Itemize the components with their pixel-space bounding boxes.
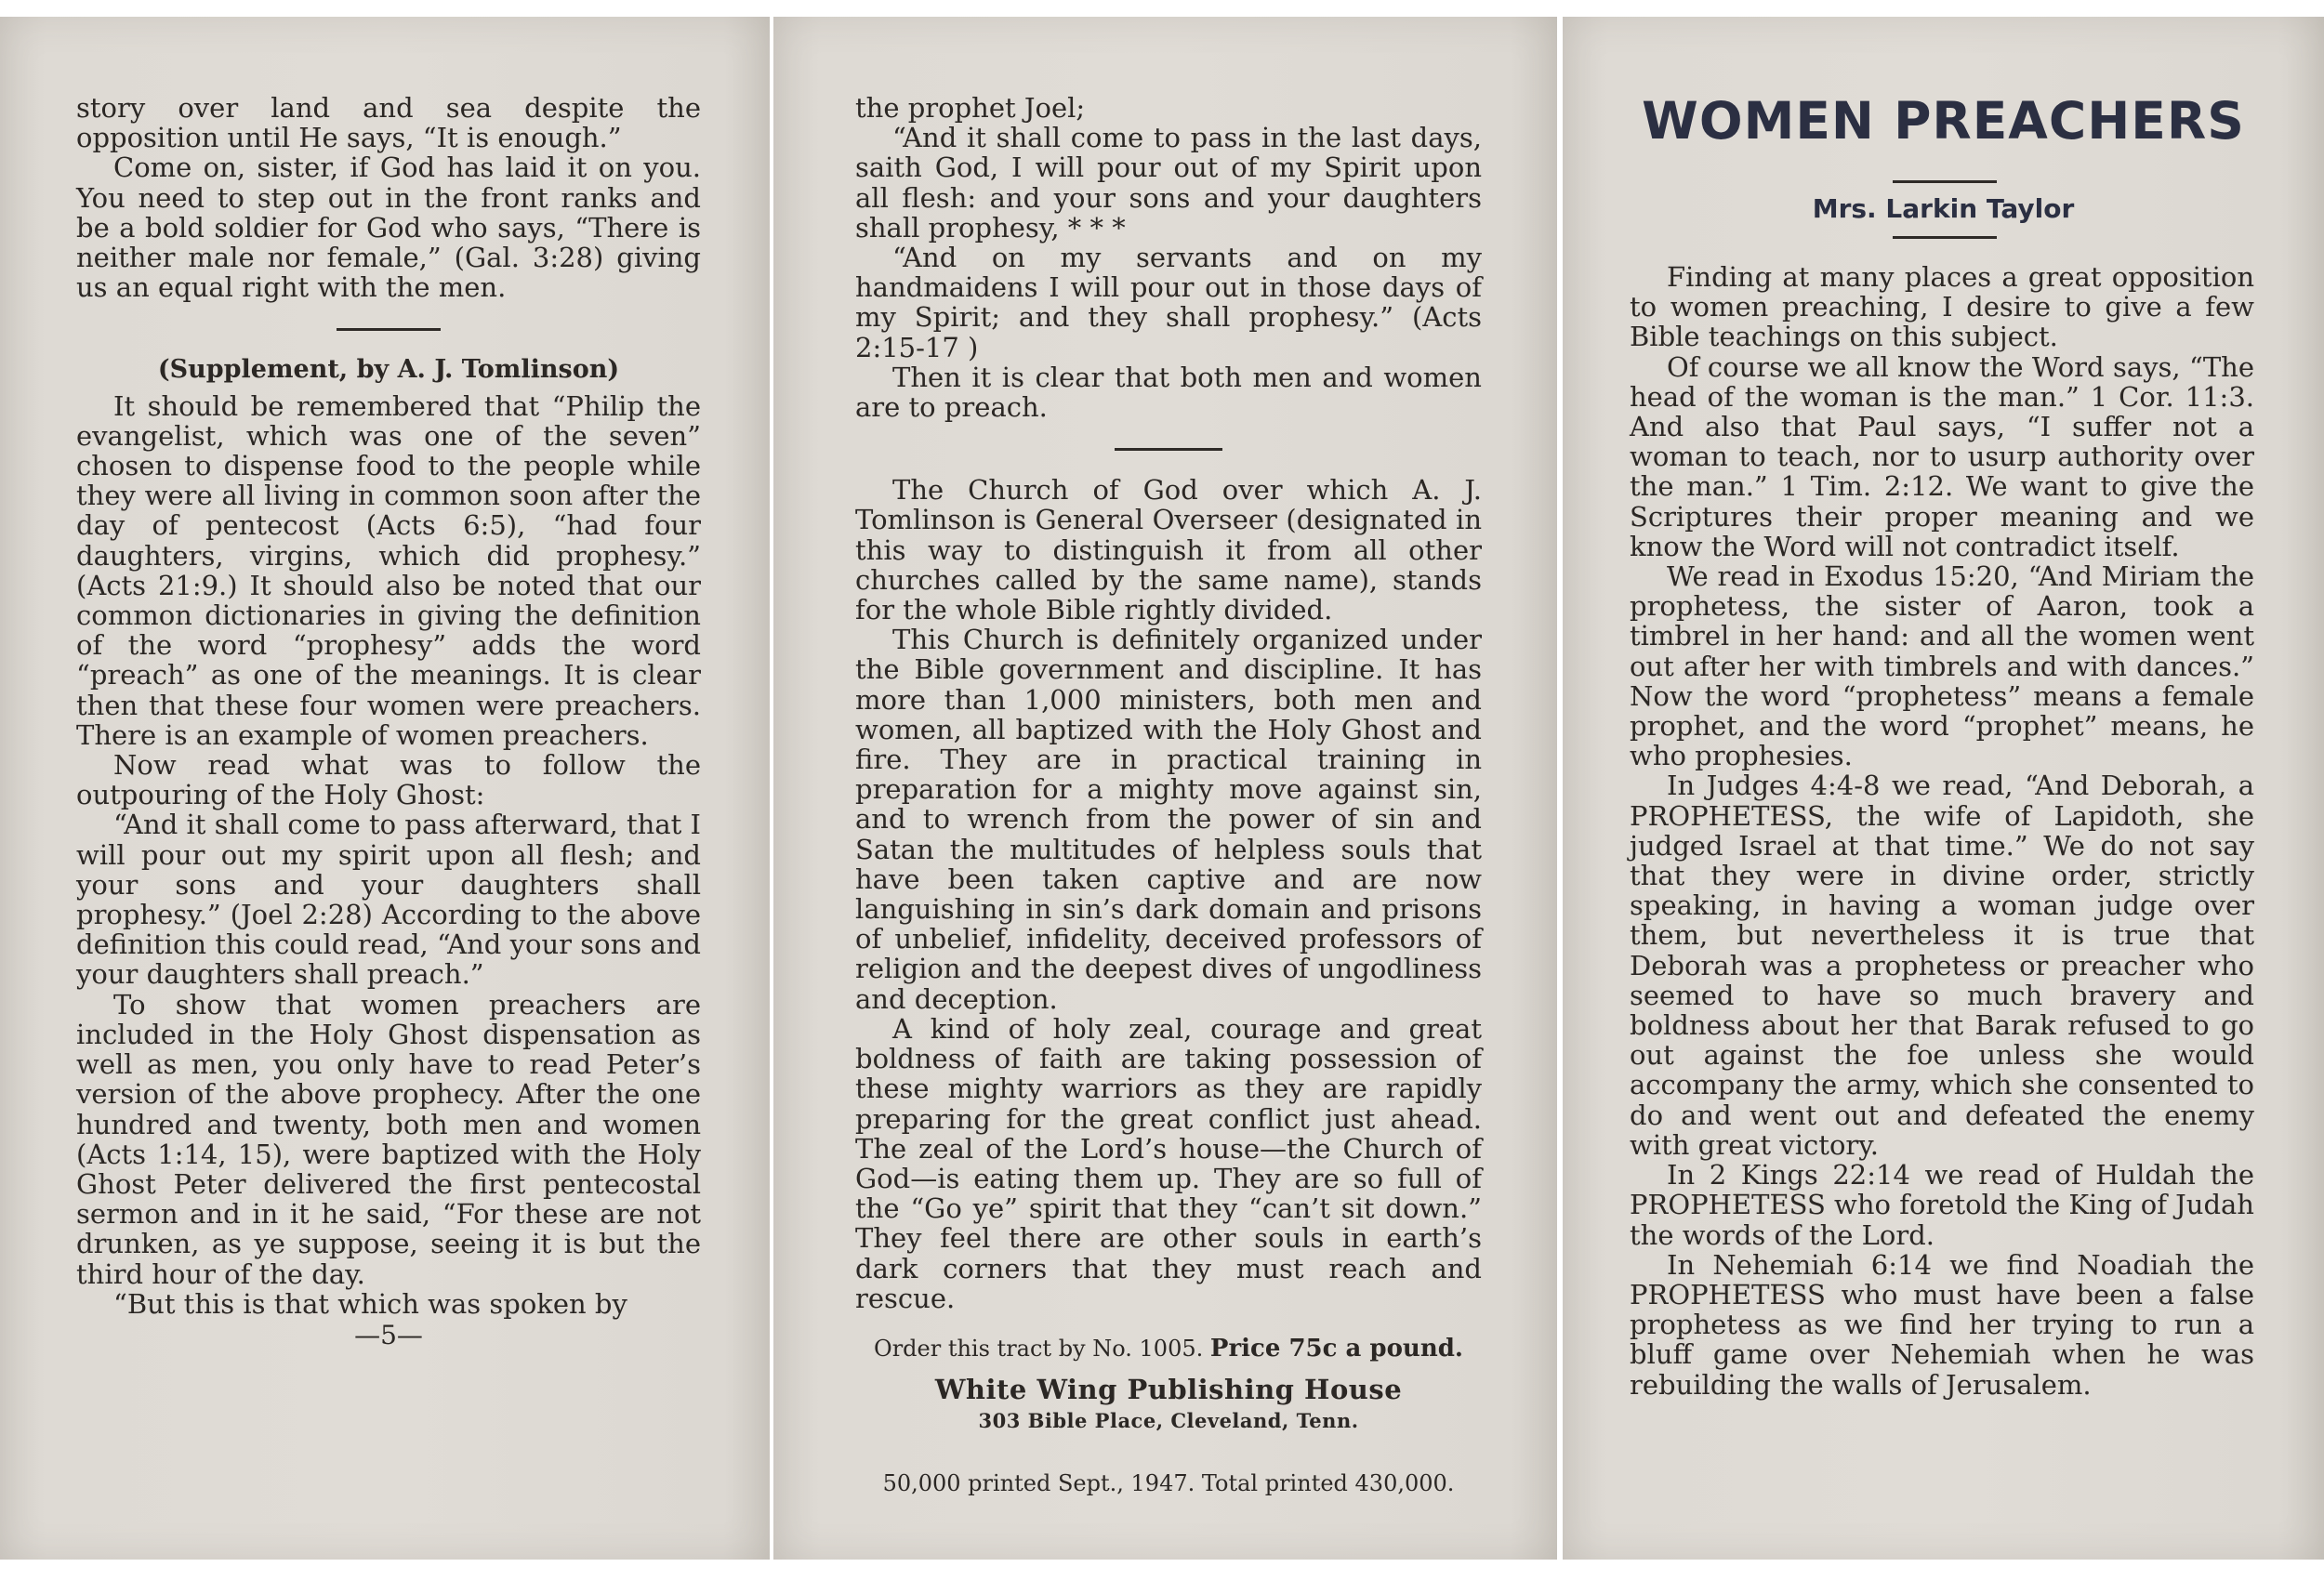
paragraph: We read in Exodus 15:20, “And Miriam the prophetess, the sister of Aaron, took a timbrel in her hand: and all the women went out after her with timbrels and with dances.” Now the word “prophetess” means a female prophet, and the word “prophet” means, he who prophesies. — [1630, 560, 2254, 772]
left-page — [0, 17, 770, 1560]
divider — [1893, 180, 1997, 183]
paragraph: The Church of God over which A. J. Tomlinson is General Overseer (designated in this way to distinguish it from all other churches called by the same name), stands for the whole Bible rightly divided. — [855, 474, 1482, 626]
left-page-text — [76, 93, 701, 1350]
paragraph: To show that women preachers are included in the Holy Ghost dispensation as well as men, you only have to read Peter’s version of the above prophecy. After the one hundred and twenty, both men and women (Acts 1:14, 15), were baptized with the Holy Ghost Peter delivered the first pentecostal sermon and in it he said, “For these are not drunken, as ye suppose, seeing it is but the third hour of the day. — [76, 988, 701, 1290]
order-line — [855, 1334, 1482, 1363]
printed-note: 50,000 printed Sept., 1947. Total printed 430,000. — [882, 1469, 1455, 1496]
paragraph: This Church is definitely organized under the Bible government and discipline. It has more than 1,000 ministers, both men and women, all baptized with the Holy Ghost and fire. They are in practical training in preparation for a mighty move against sin, and to wrench from the power of sin and Satan the multitudes of helpless souls that have been taken captive and are now languishing in sin’s dark domain and prisons of unbelief, infidelity, deceived professors of religion and the deepest dives of ungodliness and deception. — [855, 624, 1482, 1015]
paragraph: Come on, sister, if God has laid it on you. You need to step out in the front ranks and be a bold soldier for God who says, “There is neither male nor female,” (Gal. 3:28) giving us an equal right with the men. — [76, 151, 701, 304]
author-name: Mrs. Larkin Taylor — [1812, 193, 2075, 224]
right-page-text — [1630, 262, 2254, 1400]
page-number: —5— — [354, 1319, 423, 1350]
supplement-heading: (Supplement, by A. J. Tomlinson) — [157, 355, 620, 385]
order-text: Order this tract by No. 1005. — [874, 1335, 1204, 1362]
middle-page — [773, 17, 1557, 1560]
divider — [1893, 236, 1997, 239]
paragraph: In Nehemiah 6:14 we find Noadiah the PROPHETESS who must have been a false prophetess as we find her trying to run a bluff game over Nehemiah when he was rebuilding the walls of Jerusalem. — [1630, 1248, 2254, 1401]
paragraph: In Judges 4:4-8 we read, “And Deborah, a PROPHETESS, the wife of Lapidoth, she judged Israel at that time.” We do not say that they were in divine order, strictly speaking, in having a woman judge over them, but nevertheless it is true that Deborah was a prophetess or preacher who seemed to have so much bravery and boldness about her that Barak refused to go out against the foe unless she would accompany the army, which she consented to do and went out and defeated the enemy with great victory. — [1630, 770, 2254, 1161]
paragraph: Then it is clear that both men and women are to preach. — [855, 361, 1482, 424]
middle-page-text — [855, 93, 1482, 1498]
divider — [1115, 448, 1222, 451]
paragraph: the prophet Joel; — [855, 92, 1086, 124]
paragraph: A kind of holy zeal, courage and great boldness of faith are taking possession of these mighty warriors as they are rapidly preparing for the great conflict just ahead. The zeal of the Lord’s house—the Church of God—is eating them up. They are so full of the “Go ye” spirit that they “can’t sit down.” They feel there are other souls in earth’s dark corners that they must reach and rescue. — [855, 1012, 1482, 1314]
right-page — [1563, 17, 2324, 1560]
paragraph: It should be remembered that “Philip the evangelist, which was one of the seven” chosen to dispense food to the people while they were all living in common soon after the day of pentecost (Acts 6:5), “had four daughters, virgins, which did prophesy.” (Acts 21:9.) It should also be noted that our common dictionaries in giving the definition of the word “prophesy” adds the word “preach” as one of the meanings. It is clear then that these four women were preachers. There is an example of women preachers. — [76, 389, 701, 751]
paragraph: In 2 Kings 22:14 we read of Huldah the PROPHETESS who foretold the King of Judah the words of the Lord. — [1630, 1159, 2254, 1251]
paragraph: Of course we all know the Word says, “The head of the woman is the man.” 1 Cor. 11:3. And also that Paul says, “I suffer not a woman to teach, nor to usurp authority over the man.” 1 Tim. 2:12. We want to give the Scriptures their proper meaning and we know the Word will not contradict itself. — [1630, 350, 2254, 562]
divider — [337, 328, 441, 331]
paragraph: story over land and sea despite the opposition until He says, “It is enough.” — [76, 92, 701, 154]
publisher-address: 303 Bible Place, Cleveland, Tenn. — [978, 1409, 1359, 1433]
paragraph: “And it shall come to pass afterward, that I will pour out my spirit upon all flesh; and your sons and your daughters shall prophesy.” (Joel 2:28) According to the above definition this could read, “And your sons and your daughters shall preach.” — [76, 809, 701, 991]
paragraph: “And on my servants and on my handmaidens I will pour out in those days of my Spirit; and they shall prophesy.” (Acts 2:15-17 ) — [855, 242, 1482, 363]
paragraph: Now read what was to follow the outpouring of the Holy Ghost: — [76, 749, 701, 811]
publisher-name: White Wing Publishing House — [934, 1374, 1403, 1406]
price-text: Price 75c a pound. — [1209, 1334, 1463, 1363]
paragraph: “And it shall come to pass in the last days, saith God, I will pour out of my Spirit upon all flesh: and your sons and your daughters shall prophesy, * * * — [855, 122, 1482, 244]
paragraph: Finding at many places a great opposition to women preaching, I desire to give a few Bible teachings on this subject. — [1630, 261, 2254, 353]
paragraph: “But this is that which was spoken by — [113, 1287, 627, 1320]
page-title: WOMEN PREACHERS — [1642, 91, 2245, 151]
